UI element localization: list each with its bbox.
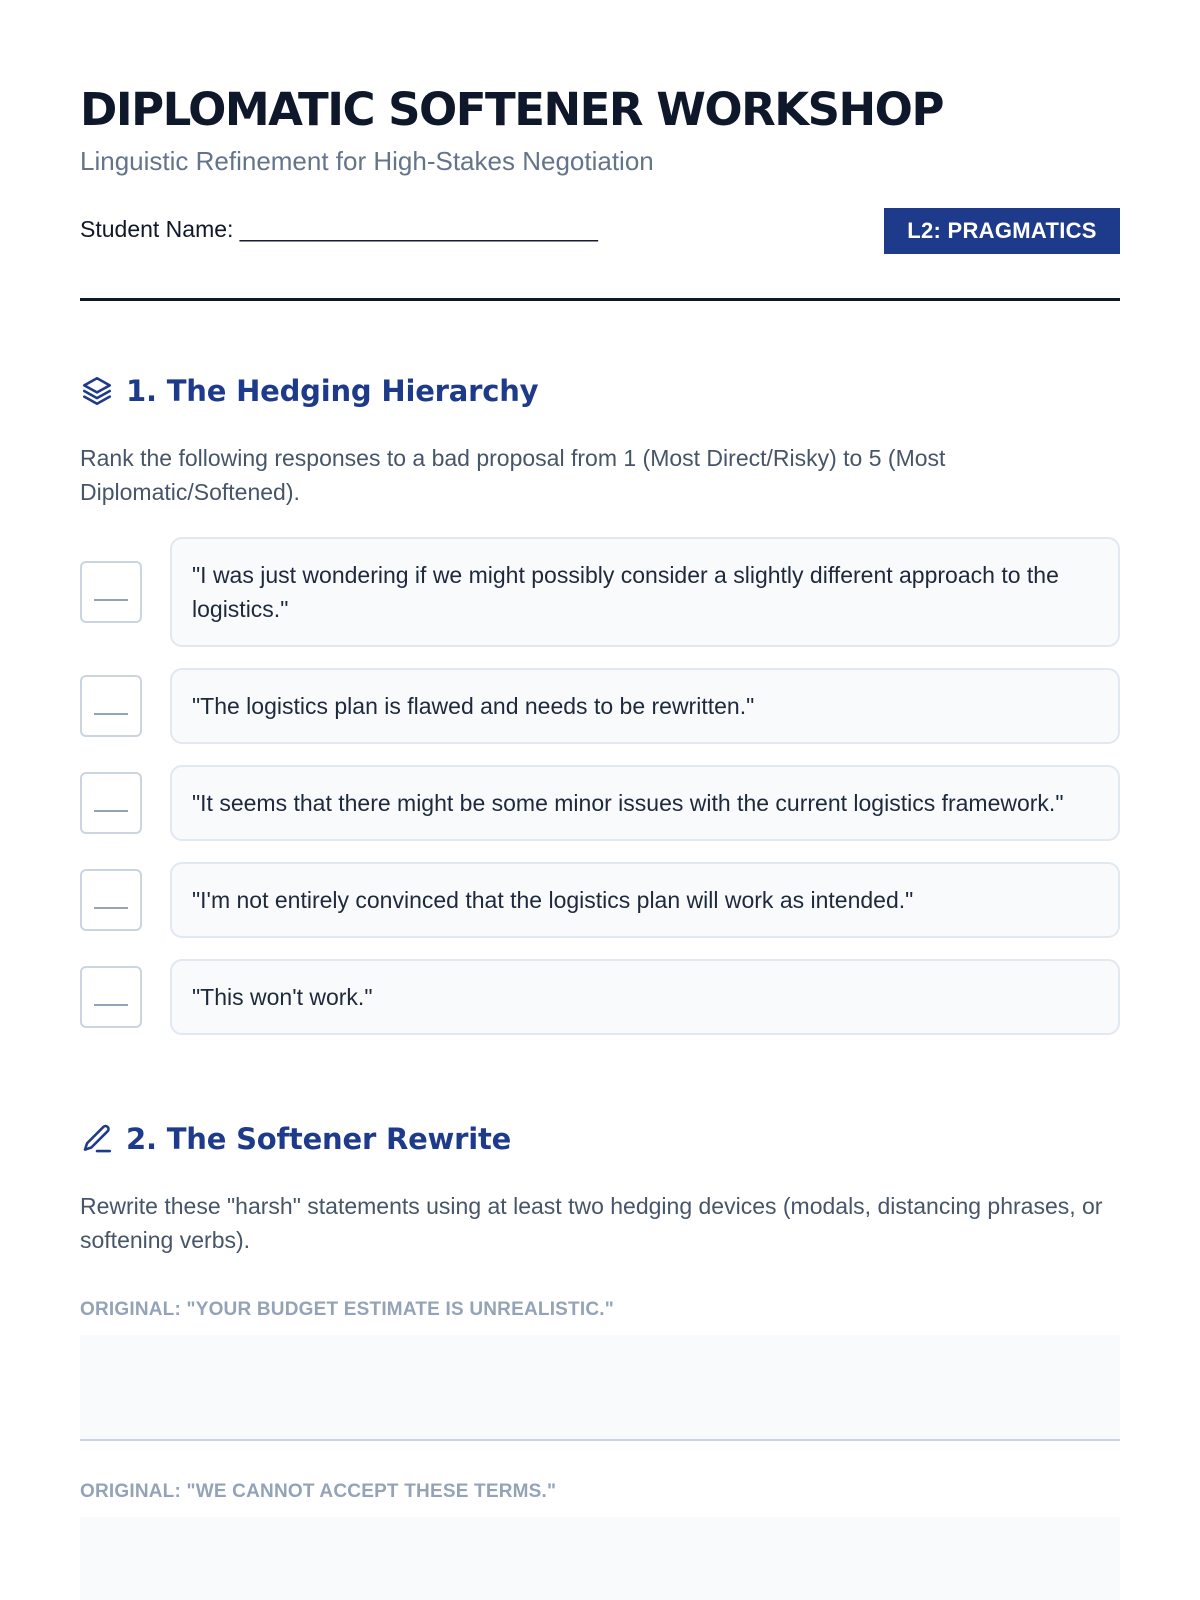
- response-card: "The logistics plan is flawed and needs to be rewritten.": [170, 668, 1120, 744]
- rank-input-box[interactable]: [80, 675, 142, 737]
- header-divider: [80, 298, 1120, 301]
- rank-input-box[interactable]: [80, 966, 142, 1028]
- page-subtitle: Linguistic Refinement for High-Stakes Negotiation: [80, 146, 654, 176]
- rank-item: [80, 668, 1120, 744]
- rank-item: [80, 765, 1120, 841]
- rank-list: [80, 537, 1120, 1035]
- page-title: DIPLOMATIC SOFTENER WORKSHOP: [80, 83, 943, 136]
- original-statement-label: ORIGINAL: "YOUR BUDGET ESTIMATE IS UNREALISTIC.": [80, 1299, 614, 1320]
- rank-input-box[interactable]: [80, 869, 142, 931]
- layers-icon: [80, 374, 114, 408]
- response-card: "I'm not entirely convinced that the logistics plan will work as intended.": [170, 862, 1120, 938]
- student-name-field[interactable]: Student Name: ____________________________: [80, 216, 598, 242]
- meta-row: [80, 208, 1120, 256]
- response-card: "This won't work.": [170, 959, 1120, 1035]
- response-card: "I was just wondering if we might possibly consider a slightly different approach to the logistics.": [170, 537, 1120, 647]
- section-1-heading: [80, 371, 1120, 411]
- rank-input-box[interactable]: [80, 772, 142, 834]
- rewrite-block: [80, 1481, 1120, 1600]
- level-badge: L2: PRAGMATICS: [884, 208, 1120, 254]
- rank-item: [80, 862, 1120, 938]
- rewrite-answer-area[interactable]: [80, 1335, 1120, 1441]
- rewrite-block: [80, 1299, 1120, 1441]
- rank-input-box[interactable]: [80, 561, 142, 623]
- original-statement-label: ORIGINAL: "WE CANNOT ACCEPT THESE TERMS.": [80, 1481, 557, 1502]
- rank-item: [80, 959, 1120, 1035]
- section-1-title: 1. The Hedging Hierarchy: [126, 374, 539, 408]
- rewrite-answer-area[interactable]: [80, 1517, 1120, 1600]
- section-2-heading: [80, 1119, 1120, 1159]
- pencil-icon: [80, 1122, 114, 1156]
- section-2-title: 2. The Softener Rewrite: [126, 1122, 512, 1156]
- section-1-instructions: Rank the following responses to a bad proposal from 1 (Most Direct/Risky) to 5 (Most Diplomatic/Softened).: [80, 445, 946, 505]
- rank-item: [80, 537, 1120, 647]
- section-2-instructions: Rewrite these "harsh" statements using at least two hedging devices (modals, distancing phrases, or softening verbs).: [80, 1193, 1103, 1253]
- response-card: "It seems that there might be some minor issues with the current logistics framework.": [170, 765, 1120, 841]
